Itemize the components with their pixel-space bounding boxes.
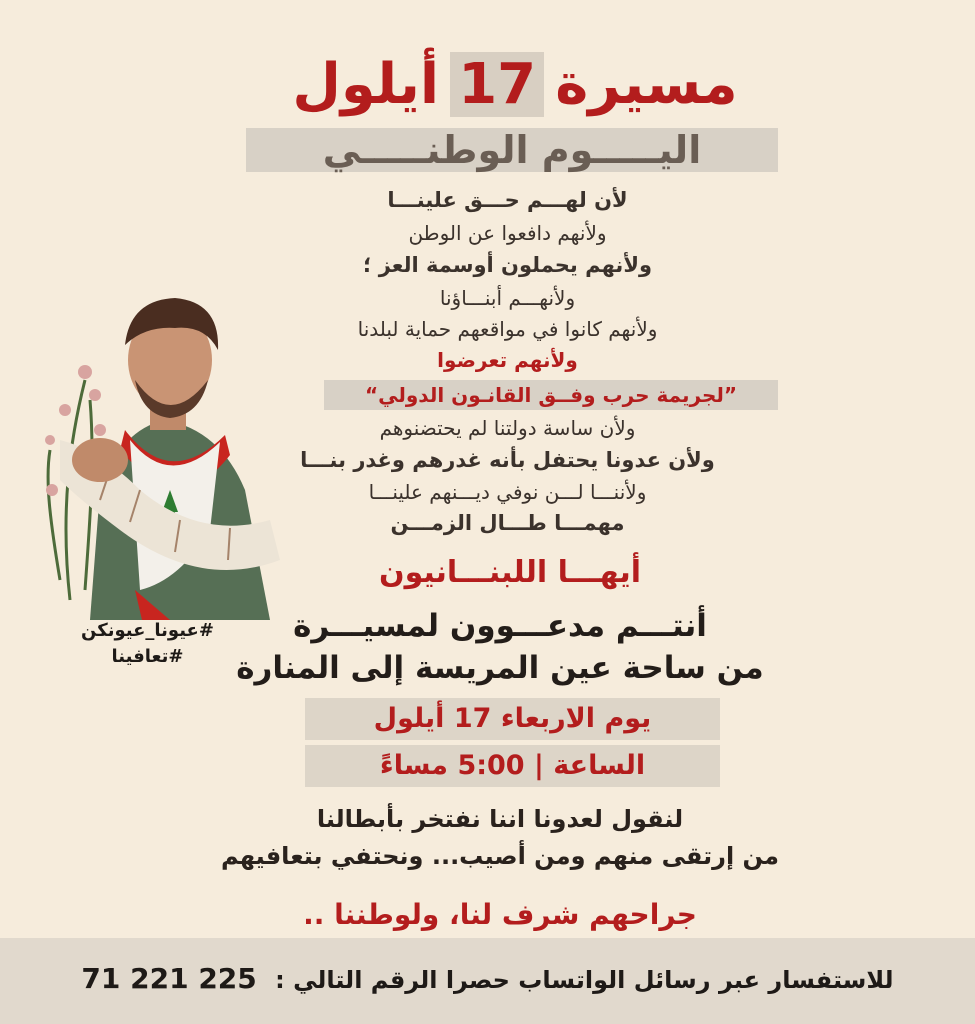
poster-subtitle: اليـــــوم الوطنـــــي bbox=[246, 128, 778, 172]
closing-line: لنقول لعدونا اننا نفتخر بأبطالنا bbox=[316, 805, 684, 833]
poem-line-highlight: ولأنهم تعرضوا bbox=[437, 348, 578, 372]
poem-line: مهمـــا طـــال الزمـــن bbox=[390, 511, 625, 535]
poem-line: ولأنهـــم أبنـــاؤنا bbox=[439, 286, 576, 310]
hashtag[interactable]: #عيونا_عيونكن bbox=[81, 620, 214, 641]
footer-label: للاستفسار عبر رسائل الواتساب حصرا الرقم التالي : bbox=[275, 966, 894, 994]
poem-line: ولأن ساسة دولتنا لم يحتضنوهم bbox=[379, 416, 636, 440]
soldier-illustration bbox=[30, 290, 300, 620]
war-crime-banner: ”لجريمة حرب وفــق القانـون الدولي“ bbox=[324, 380, 778, 410]
invite-location: من ساحة عين المريسة إلى المنارة bbox=[236, 650, 764, 686]
phone-number[interactable]: 71 221 225 bbox=[81, 962, 257, 995]
hashtags bbox=[60, 618, 235, 670]
poem-line: ولأنهم يحملون أوسمة العز ؛ bbox=[362, 253, 653, 277]
poster-title bbox=[250, 40, 780, 130]
hashtag[interactable]: #تعافينا bbox=[111, 646, 184, 667]
poem-line: ولأنهم دافعوا عن الوطن bbox=[408, 221, 607, 245]
title-word-september: أيلول bbox=[292, 52, 440, 117]
event-time: الساعة | 5:00 مساءً bbox=[305, 745, 720, 787]
poem-line: ولأننـــا لـــن نوفي ديـــنهم علينـــا bbox=[368, 480, 647, 504]
honor-line: جراحهم شرف لنا، ولوطننا .. bbox=[303, 898, 697, 931]
footer-contact bbox=[20, 962, 955, 995]
title-number: 17 bbox=[450, 52, 544, 117]
poem-line: لأن لهـــم حـــق علينـــا bbox=[387, 188, 628, 212]
event-date: يوم الاربعاء 17 أيلول bbox=[305, 698, 720, 740]
title-word-march: مسيرة bbox=[555, 52, 738, 117]
poem-line: ولأن عدونا يحتفل بأنه غدرهم وغدر بنـــا bbox=[300, 448, 715, 472]
invite-line: أنتـــم مدعـــوون لمسيـــرة bbox=[293, 608, 707, 644]
callout-lebanese: أيهـــا اللبنـــانيون bbox=[378, 555, 642, 590]
closing-line: من إرتقى منهم ومن أصيب... ونحتفي بتعافيهم bbox=[221, 842, 779, 870]
poem-line: ولأنهم كانوا في مواقعهم حماية لبلدنا bbox=[357, 317, 658, 341]
